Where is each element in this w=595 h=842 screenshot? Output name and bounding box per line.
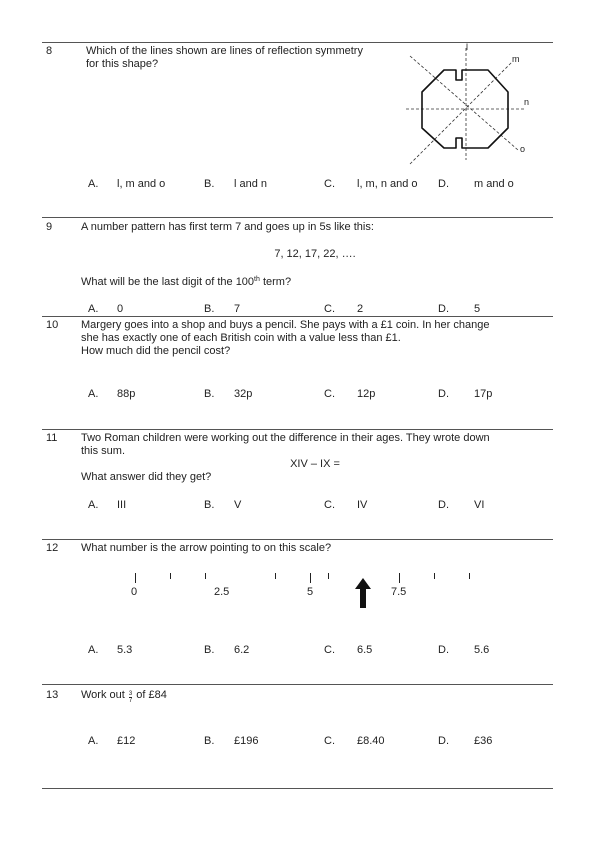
q13-option-c-value[interactable]: £8.40: [357, 735, 385, 747]
q10-option-b-value[interactable]: 32p: [234, 388, 253, 400]
q8-option-d-value[interactable]: m and o: [474, 178, 514, 190]
rule-bottom: [42, 788, 553, 789]
label-m: m: [512, 54, 520, 64]
q11-option-b-value[interactable]: V: [234, 499, 242, 511]
q12-option-a-letter: A.: [88, 644, 99, 656]
scale-tick-minor: [469, 573, 470, 579]
q11-option-a-letter: A.: [88, 499, 99, 511]
scale-tick-major: [399, 573, 400, 583]
q9-option-a-value[interactable]: 0: [117, 303, 124, 315]
q9-option-b-value[interactable]: 7: [234, 303, 241, 315]
q13-option-b-value[interactable]: £196: [234, 735, 259, 747]
question-number-8: 8: [46, 45, 53, 57]
rule-q12-top: [42, 539, 553, 540]
q10-option-d-letter: D.: [438, 388, 449, 400]
q9-option-d-letter: D.: [438, 303, 449, 315]
q12-option-b-value[interactable]: 6.2: [234, 644, 250, 656]
q13-option-a-value[interactable]: £12: [117, 735, 136, 747]
question-11-text-line-2: this sum.: [81, 445, 126, 457]
q12-option-d-value[interactable]: 5.6: [474, 644, 490, 656]
question-13-text: Work out $\frac{3}{7}$ of £84: [81, 689, 167, 704]
question-8-text-line-1: Which of the lines shown are lines of reflection symmetry: [86, 45, 363, 57]
question-9-pattern: 7, 12, 17, 22, ….: [274, 248, 356, 260]
q11-option-b-letter: B.: [204, 499, 215, 511]
question-9-question: What will be the last digit of the 100th term?: [81, 276, 292, 288]
question-10-text-line-3: How much did the pencil cost?: [81, 345, 231, 357]
q8-option-c-letter: C.: [324, 178, 335, 190]
up-arrow-icon: [355, 578, 371, 608]
q13-option-b-letter: B.: [204, 735, 215, 747]
rule-q11-top: [42, 429, 553, 430]
q8-option-a-value[interactable]: l, m and o: [117, 178, 166, 190]
scale-tick-minor: [170, 573, 171, 579]
rule-q10-top: [42, 316, 553, 317]
q12-option-b-letter: B.: [204, 644, 215, 656]
rule-q13-top: [42, 684, 553, 685]
question-number-9: 9: [46, 221, 53, 233]
q8-option-b-value[interactable]: l and n: [234, 178, 268, 190]
question-number-10: 10: [46, 319, 59, 331]
q13-option-c-letter: C.: [324, 735, 335, 747]
question-11-sum: XIV – IX =: [290, 458, 340, 470]
question-12-text: What number is the arrow pointing to on this scale?: [81, 542, 332, 554]
label-o: o: [520, 144, 526, 154]
q10-option-a-letter: A.: [88, 388, 99, 400]
q10-option-b-letter: B.: [204, 388, 215, 400]
scale-tick-minor: [328, 573, 329, 579]
scale-tick-major: [135, 573, 136, 583]
q12-option-c-letter: C.: [324, 644, 335, 656]
question-number-11: 11: [46, 432, 58, 444]
scale-label-0: 0: [131, 586, 138, 598]
scale-tick-minor: [275, 573, 276, 579]
q9-option-d-value[interactable]: 5: [474, 303, 481, 315]
fraction: $\frac{3}{7}$: [128, 691, 133, 704]
rule-q9-top: [42, 217, 553, 218]
scale-label-5: 5: [307, 586, 314, 598]
q9-option-b-letter: B.: [204, 303, 215, 315]
octagon-symmetry-figure: [400, 42, 540, 172]
q12-option-c-value[interactable]: 6.5: [357, 644, 373, 656]
q9-option-c-letter: C.: [324, 303, 335, 315]
q12-option-d-letter: D.: [438, 644, 449, 656]
line-m: [410, 62, 512, 164]
q8-option-d-letter: D.: [438, 178, 449, 190]
question-9-text: A number pattern has first term 7 and goes up in 5s like this:: [81, 221, 374, 233]
q10-option-d-value[interactable]: 17p: [474, 388, 493, 400]
scale-tick-major: [310, 573, 311, 583]
question-10-text-line-2: she has exactly one of each British coin with a value less than £1.: [81, 332, 401, 344]
label-n: n: [524, 97, 530, 107]
q13-option-a-letter: A.: [88, 735, 99, 747]
scale-label-2-5: 2.5: [214, 586, 230, 598]
q13-option-d-letter: D.: [438, 735, 449, 747]
q11-option-c-value[interactable]: IV: [357, 499, 368, 511]
question-11-question: What answer did they get?: [81, 471, 212, 483]
q8-option-a-letter: A.: [88, 178, 99, 190]
question-number-12: 12: [46, 542, 59, 554]
question-number-13: 13: [46, 689, 59, 701]
question-8-text-line-2: for this shape?: [86, 58, 159, 70]
q9-option-a-letter: A.: [88, 303, 99, 315]
scale-label-7-5: 7.5: [391, 586, 407, 598]
scale-tick-minor: [434, 573, 435, 579]
q12-option-a-value[interactable]: 5.3: [117, 644, 133, 656]
q11-option-c-letter: C.: [324, 499, 335, 511]
label-l: l: [466, 42, 468, 52]
q11-option-a-value[interactable]: III: [117, 499, 127, 511]
q8-option-b-letter: B.: [204, 178, 215, 190]
q11-option-d-value[interactable]: VI: [474, 499, 485, 511]
q10-option-c-letter: C.: [324, 388, 335, 400]
q13-option-d-value[interactable]: £36: [474, 735, 493, 747]
q11-option-d-letter: D.: [438, 499, 449, 511]
scale-tick-minor: [205, 573, 206, 579]
question-11-text-line-1: Two Roman children were working out the difference in their ages. They wrote down: [81, 432, 490, 444]
q10-option-c-value[interactable]: 12p: [357, 388, 376, 400]
q9-option-c-value[interactable]: 2: [357, 303, 364, 315]
question-10-text-line-1: Margery goes into a shop and buys a pencil. She pays with a £1 coin. In her change: [81, 319, 490, 331]
q8-option-c-value[interactable]: l, m, n and o: [357, 178, 418, 190]
q10-option-a-value[interactable]: 88p: [117, 388, 136, 400]
